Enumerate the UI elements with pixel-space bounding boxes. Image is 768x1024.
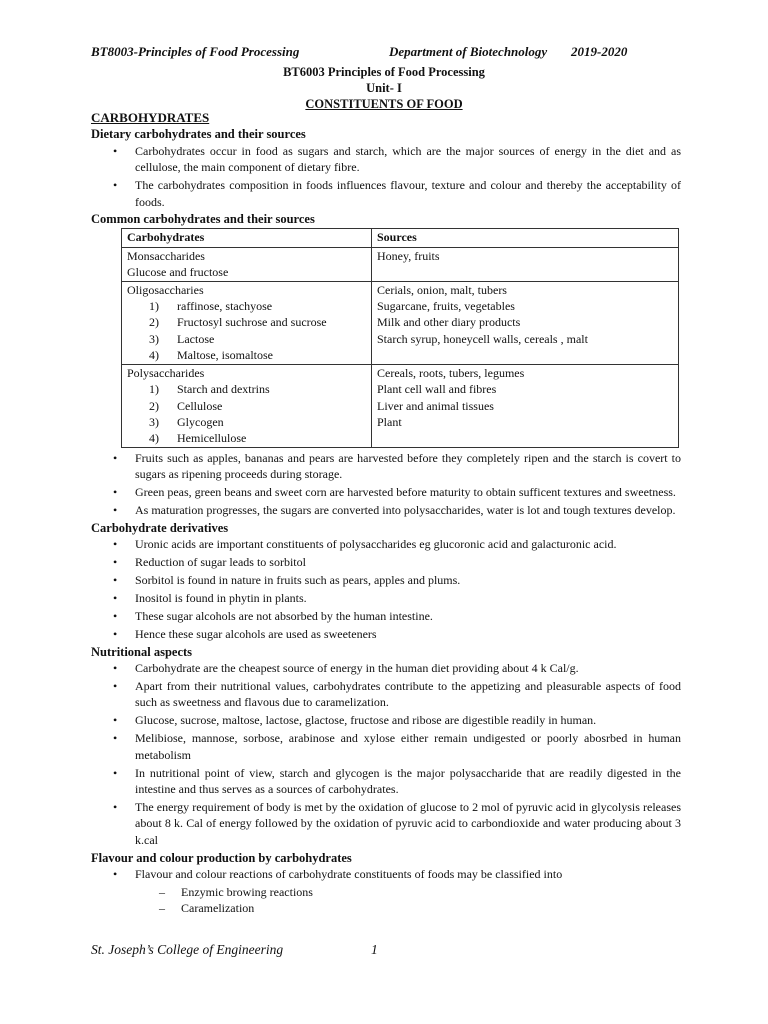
table-cell: Honey, fruits — [377, 248, 440, 263]
doc-course-title: BT6003 Principles of Food Processing — [283, 65, 485, 79]
list-item: • Glucose, sucrose, maltose, lactose, glactose, fructose and ribose are digestible readily in human. — [91, 712, 681, 728]
table-row — [122, 247, 679, 281]
list-number: 1) — [149, 382, 159, 397]
list-item: • Green peas, green beans and sweet corn are harvested before maturity to obtain sufficent textures and sweetness. — [91, 484, 681, 500]
table-header-sources: Sources — [372, 228, 679, 247]
table-cell: Cerials, onion, malt, tubers — [377, 282, 507, 297]
table-cell: Lactose — [177, 331, 215, 346]
table-cell: Glucose and fructose — [127, 265, 229, 280]
list-item: • Melibiose, mannose, sorbose, arabinose and xylose either remain undigested or poorly abosrbed in human metabolism — [91, 730, 681, 763]
main-content — [91, 110, 681, 917]
table-cell: Cereals, roots, tubers, legumes — [377, 365, 525, 380]
table-cell: Sugarcane, fruits, vegetables — [377, 299, 515, 314]
list-item: • In nutritional point of view, starch and glycogen is the major polysaccharide that are readily digested in the intestine and thus serves as a sources of carbohydrates. — [91, 765, 681, 798]
list-item: • Hence these sugar alcohols are used as sweeteners — [91, 626, 681, 642]
list-number: 2) — [149, 315, 159, 330]
table-cell: Maltose, isomaltose — [177, 348, 273, 363]
derivatives-list — [91, 536, 681, 642]
table-row — [122, 281, 679, 364]
list-number: 3) — [149, 331, 159, 346]
dietary-list — [91, 143, 681, 210]
list-item: • Flavour and colour reactions of carbohydrate constituents of foods may be classified into — [91, 866, 681, 882]
list-item: • The carbohydrates composition in foods influences flavour, texture and colour and thereby the acceptability of foods. — [91, 177, 681, 210]
list-number: 3) — [149, 414, 159, 429]
list-item: • Sorbitol is found in nature in fruits such as pears, apples and plums. — [91, 572, 681, 588]
list-item: • Uronic acids are important constituents of polysaccharides eg glucoronic acid and galacturonic acid. — [91, 536, 681, 552]
header-course: BT8003-Principles of Food Processing — [91, 44, 300, 59]
list-number: 4) — [149, 431, 159, 446]
table-cell: Hemicellulose — [177, 431, 247, 446]
table-header-carbohydrates: Carbohydrates — [122, 228, 372, 247]
list-item: • Reduction of sugar leads to sorbitol — [91, 554, 681, 570]
carbohydrates-table — [121, 228, 679, 448]
list-item: • Carbohydrate are the cheapest source of energy in the human diet providing about 4 k Cal/g. — [91, 660, 681, 676]
table-cell: Starch and dextrins — [177, 382, 270, 397]
list-item: • These sugar alcohols are not absorbed by the human intestine. — [91, 608, 681, 624]
ripening-list — [91, 450, 681, 519]
doc-topic: CONSTITUENTS OF FOOD — [305, 97, 463, 111]
flavour-sublist — [91, 884, 681, 917]
common-heading: Common carbohydrates and their sources — [91, 212, 315, 227]
table-cell: Milk and other diary products — [377, 315, 521, 330]
list-item: • Inositol is found in phytin in plants. — [91, 590, 681, 606]
list-item: – Caramelization — [91, 900, 681, 916]
table-cell: Starch syrup, honeycell walls, cereals , malt — [377, 331, 588, 346]
table-cell: Plant cell wall and fibres — [377, 382, 497, 397]
list-number: 2) — [149, 398, 159, 413]
nutritional-heading: Nutritional aspects — [91, 644, 193, 659]
list-number: 1) — [149, 299, 159, 314]
list-item: • As maturation progresses, the sugars are converted into polysaccharides, water is lot and tough textures develop. — [91, 502, 681, 518]
table-cell: Cellulose — [177, 398, 223, 413]
table-header-row — [122, 228, 679, 247]
table-cell: Glycogen — [177, 414, 224, 429]
table-cell: Oligosaccharies — [127, 282, 204, 297]
footer-college: St. Joseph’s College of Engineering — [91, 942, 284, 957]
list-item: • Apart from their nutritional values, carbohydrates contribute to the appetizing and pleasurable aspects of food such as sweetness and flavous due to caramelization. — [91, 678, 681, 711]
table-row — [122, 364, 679, 447]
list-number: 4) — [149, 348, 159, 363]
page-number: 1 — [371, 942, 378, 957]
table-cell: Polysaccharides — [127, 365, 205, 380]
table-cell: Monsaccharides — [127, 248, 205, 263]
flavour-list — [91, 866, 681, 882]
carbohydrates-heading: CARBOHYDRATES — [91, 110, 210, 125]
header-department: Department of Biotechnology — [389, 44, 548, 59]
list-item: • Carbohydrates occur in food as sugars and starch, which are the major sources of energy in the diet and as cellulose, the main component of dietary fibre. — [91, 143, 681, 176]
table-cell: raffinose, stachyose — [177, 299, 273, 314]
list-item: • The energy requirement of body is met by the oxidation of glucose to 2 mol of pyruvic acid in glycolysis releases about 8 k. Cal of energy followed by the oxidation of pyruvic acid to carbondioxide and water producing about 3 k.cal — [91, 799, 681, 848]
list-item: – Enzymic browing reactions — [91, 884, 681, 900]
table-cell: Liver and animal tissues — [377, 398, 494, 413]
dietary-heading: Dietary carbohydrates and their sources — [91, 127, 306, 142]
list-item: • Fruits such as apples, bananas and pears are harvested before they completely ripen and the starch is covert to sugars as ripening proceeds during storage. — [91, 450, 681, 483]
doc-unit: Unit- I — [366, 81, 402, 95]
flavour-heading: Flavour and colour production by carbohydrates — [91, 850, 352, 865]
nutritional-list — [91, 660, 681, 848]
table-cell: Plant — [377, 414, 402, 429]
derivatives-heading: Carbohydrate derivatives — [91, 520, 229, 535]
header-year: 2019-2020 — [571, 44, 628, 59]
table-cell: Fructosyl suchrose and sucrose — [177, 315, 327, 330]
